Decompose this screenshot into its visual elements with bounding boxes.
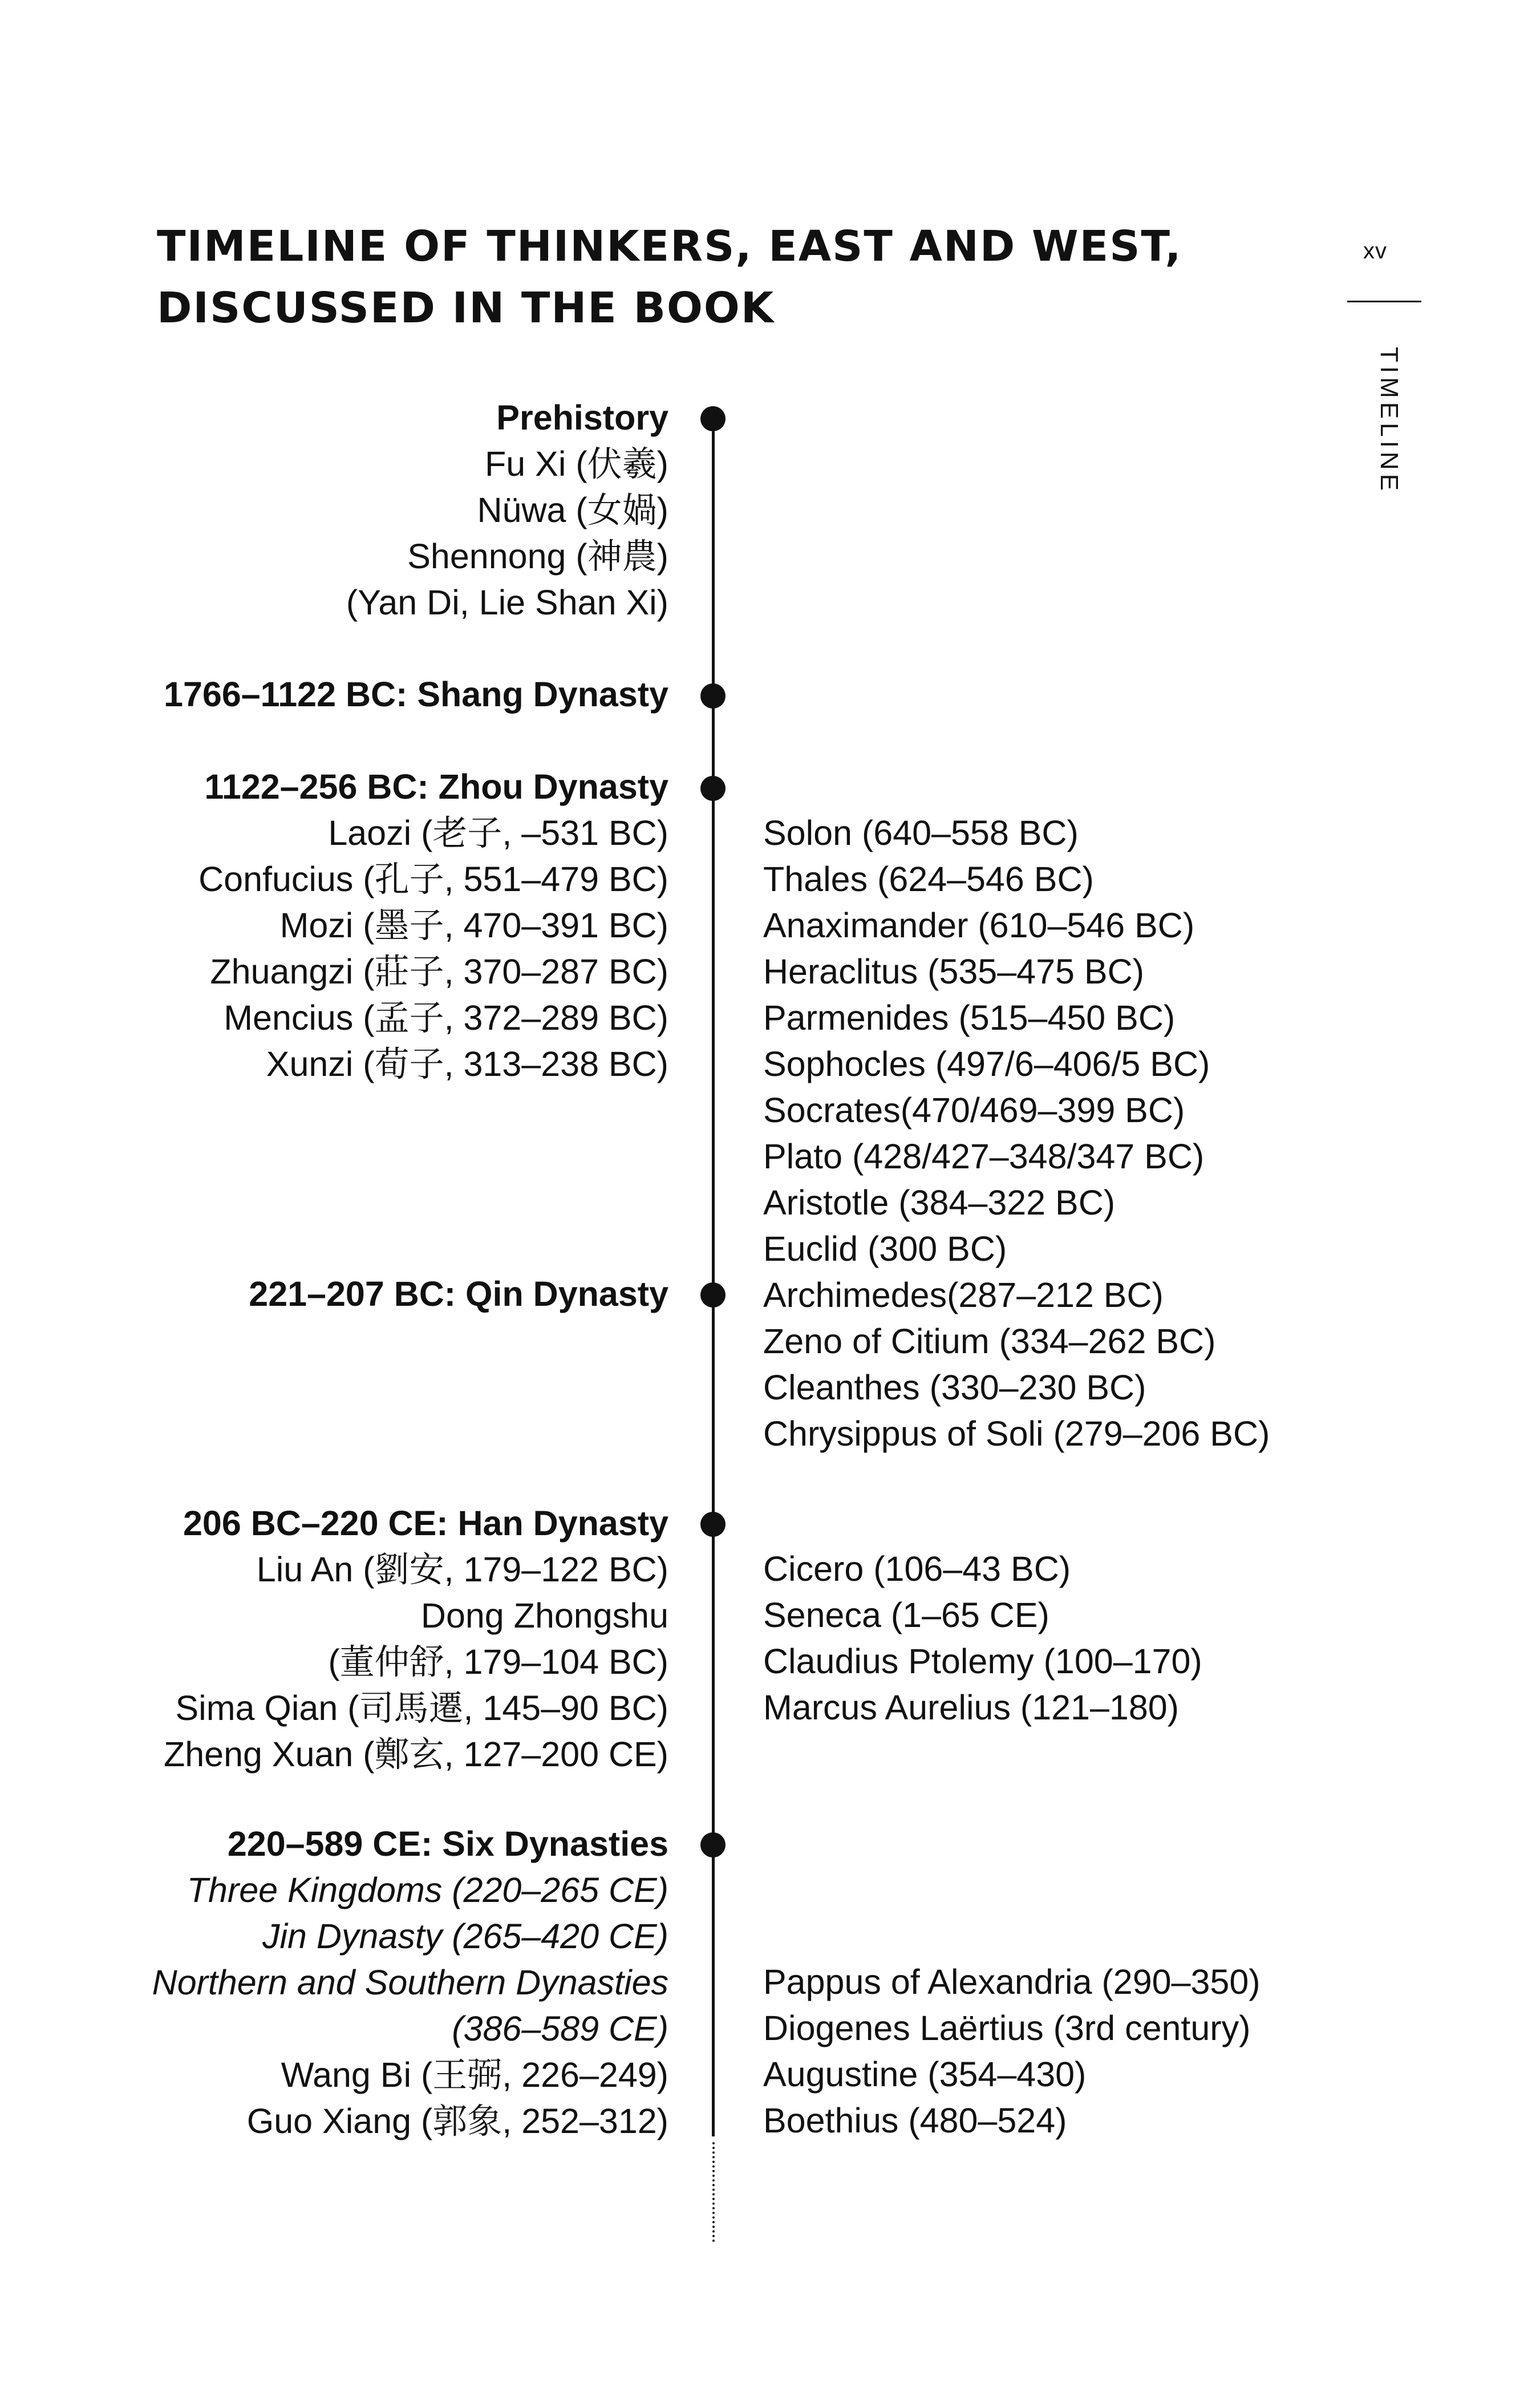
era-heading: Prehistory xyxy=(496,398,668,437)
era-heading: 1766–1122 BC: Shang Dynasty xyxy=(164,675,668,714)
thinker-west: Euclid (300 BC) xyxy=(763,1229,1007,1268)
sub-period: Jin Dynasty (265–420 CE) xyxy=(262,1917,668,1956)
thinker-west: Zeno of Citium (334–262 BC) xyxy=(763,1322,1216,1361)
page-number: xv xyxy=(1363,238,1387,264)
title-line: DISCUSSED IN THE BOOK xyxy=(157,284,775,333)
thinker-east: Shennong (神農) xyxy=(407,537,668,576)
thinker-west: Plato (428/427–348/347 BC) xyxy=(763,1137,1205,1176)
timeline-node-zhou xyxy=(700,776,726,801)
thinker-west: Archimedes(287–212 BC) xyxy=(763,1276,1164,1314)
thinker-west: Augustine (354–430) xyxy=(763,2055,1087,2094)
thinker-west: Sophocles (497/6–406/5 BC) xyxy=(763,1045,1210,1083)
western-thinkers-classical xyxy=(763,810,1270,1457)
han-block xyxy=(164,1500,668,1778)
prehistory-block xyxy=(346,395,668,626)
timeline-node-six-dynasties xyxy=(700,1832,726,1857)
era-heading: 221–207 BC: Qin Dynasty xyxy=(249,1274,668,1313)
western-thinkers-late-antiquity xyxy=(763,1959,1261,2144)
era-heading: 1122–256 BC: Zhou Dynasty xyxy=(204,767,668,806)
thinker-east: Laozi (老子, –531 BC) xyxy=(328,813,668,852)
timeline-node-qin xyxy=(700,1282,726,1308)
thinker-east: Mencius (孟子, 372–289 BC) xyxy=(224,998,668,1037)
thinker-west: Seneca (1–65 CE) xyxy=(763,1596,1049,1634)
timeline-node-han xyxy=(700,1512,726,1537)
sub-period: Three Kingdoms (220–265 CE) xyxy=(187,1871,668,1909)
thinker-west: Cleanthes (330–230 BC) xyxy=(763,1368,1146,1407)
western-thinkers-roman xyxy=(763,1546,1202,1731)
era-heading: 220–589 CE: Six Dynasties xyxy=(227,1824,668,1863)
thinker-west: Anaximander (610–546 BC) xyxy=(763,906,1195,945)
thinker-east: (Yan Di, Lie Shan Xi) xyxy=(346,583,668,622)
six-dynasties-block xyxy=(152,1821,668,2144)
thinker-west: Solon (640–558 BC) xyxy=(763,813,1079,852)
thinker-west: Diogenes Laërtius (3rd century) xyxy=(763,2009,1251,2047)
timeline-node-prehistory xyxy=(700,406,726,431)
thinker-west: Aristotle (384–322 BC) xyxy=(763,1183,1116,1222)
thinker-west: Parmenides (515–450 BC) xyxy=(763,998,1176,1037)
thinker-east: Confucius (孔子, 551–479 BC) xyxy=(198,860,668,898)
shang-block xyxy=(164,671,668,718)
running-head xyxy=(1354,347,1411,518)
thinker-west: Claudius Ptolemy (100–170) xyxy=(763,1642,1202,1681)
thinker-west: Heraclitus (535–475 BC) xyxy=(763,952,1144,991)
era-heading: 206 BC–220 CE: Han Dynasty xyxy=(183,1504,668,1543)
title-line: TIMELINE OF THINKERS, EAST AND WEST, xyxy=(157,222,1182,271)
running-head-label: TIMELINE xyxy=(1375,347,1403,495)
thinker-west: Chrysippus of Soli (279–206 BC) xyxy=(763,1414,1270,1453)
thinker-east: Fu Xi (伏羲) xyxy=(485,444,668,483)
thinker-east: Mozi (墨子, 470–391 BC) xyxy=(279,906,668,945)
thinker-east: Guo Xiang (郭象, 252–312) xyxy=(246,2102,668,2140)
sub-period: Northern and Southern Dynasties xyxy=(152,1963,668,2002)
thinker-east: Wang Bi (王弼, 226–249) xyxy=(281,2055,668,2094)
thinker-west: Marcus Aurelius (121–180) xyxy=(763,1688,1179,1727)
thinker-west: Thales (624–546 BC) xyxy=(763,860,1094,898)
thinker-west: Boethius (480–524) xyxy=(763,2101,1067,2140)
thinker-east: Nüwa (女媧) xyxy=(477,491,668,529)
thinker-east: Zhuangzi (莊子, 370–287 BC) xyxy=(210,952,668,991)
thinker-west: Pappus of Alexandria (290–350) xyxy=(763,1962,1261,2001)
page-title xyxy=(157,216,1182,339)
timeline-node-shang xyxy=(700,683,726,709)
thinker-east: Xunzi (荀子, 313–238 BC) xyxy=(266,1045,668,1083)
thinker-west: Socrates(470/469–399 BC) xyxy=(763,1091,1185,1130)
thinker-east: Zheng Xuan (鄭玄, 127–200 CE) xyxy=(163,1735,668,1774)
thinker-east: Liu An (劉安, 179–122 BC) xyxy=(256,1550,668,1589)
header-rule xyxy=(1347,301,1421,302)
timeline-axis-continuation xyxy=(712,2142,715,2242)
timeline-axis xyxy=(712,416,715,2136)
sub-period: (386–589 CE) xyxy=(452,2009,668,2048)
thinker-west: Cicero (106–43 BC) xyxy=(763,1549,1071,1588)
qin-block xyxy=(249,1271,668,1317)
thinker-east: (董仲舒, 179–104 BC) xyxy=(328,1642,668,1681)
thinker-east: Dong Zhongshu xyxy=(420,1596,668,1635)
zhou-block xyxy=(198,764,668,1087)
thinker-east: Sima Qian (司馬遷, 145–90 BC) xyxy=(175,1689,668,1727)
